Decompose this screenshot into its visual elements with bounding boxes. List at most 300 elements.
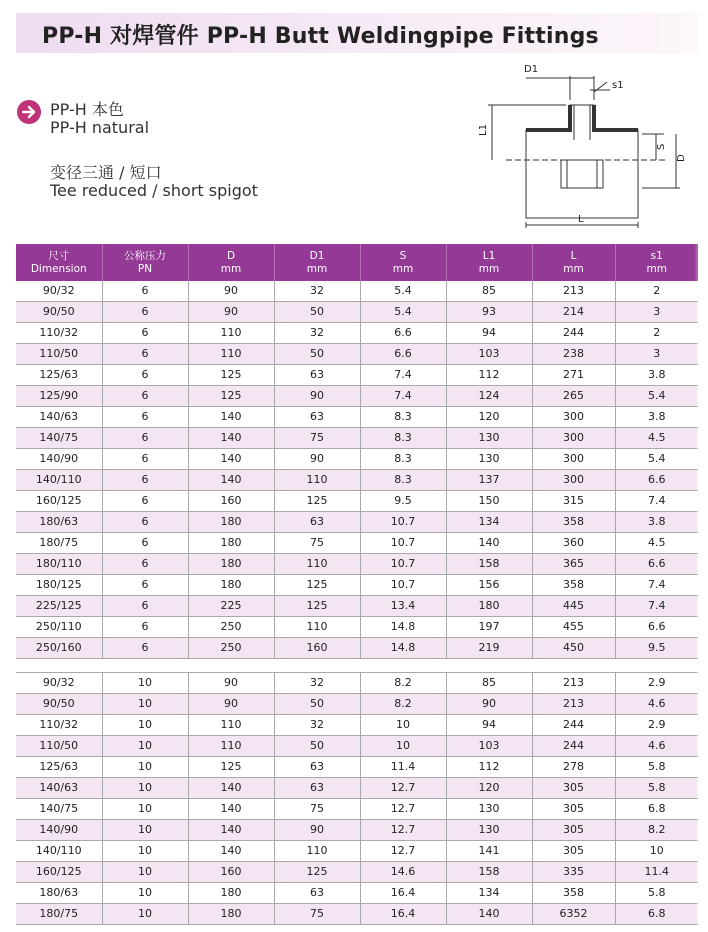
table-cell: 130	[446, 820, 532, 841]
table-cell: 90	[274, 386, 360, 407]
table-cell: 50	[274, 344, 360, 365]
table-cell: 75	[274, 904, 360, 925]
table-cell: 180	[188, 904, 274, 925]
table-cell: 6	[102, 470, 188, 491]
table-cell: 6	[102, 575, 188, 596]
table-cell: 3	[615, 302, 698, 323]
table-cell: 9.5	[615, 638, 698, 659]
table-cell: 140	[188, 841, 274, 862]
table-cell: 93	[446, 302, 532, 323]
table-cell: 5.8	[615, 883, 698, 904]
table-cell: 140/63	[16, 407, 102, 428]
table-cell: 6	[102, 365, 188, 386]
table-cell: 140/63	[16, 778, 102, 799]
column-header-en: mm	[392, 262, 414, 275]
table-cell: 5.4	[360, 302, 446, 323]
table-cell: 3.8	[615, 512, 698, 533]
table-cell: 134	[446, 883, 532, 904]
table-cell: 10	[102, 799, 188, 820]
table-cell: 160/125	[16, 862, 102, 883]
table-cell: 213	[532, 673, 615, 694]
table-cell: 6.6	[615, 470, 698, 491]
table-row	[16, 862, 698, 883]
table-cell: 90	[446, 694, 532, 715]
table-row	[16, 575, 698, 596]
table-cell: 2	[615, 281, 698, 302]
table-cell: 158	[446, 554, 532, 575]
table-cell: 8.2	[615, 820, 698, 841]
table-cell: 10.7	[360, 533, 446, 554]
table-row	[16, 736, 698, 757]
table-cell: 214	[532, 302, 615, 323]
table-cell: 10	[102, 841, 188, 862]
table-cell: 110/50	[16, 736, 102, 757]
table-row	[16, 365, 698, 386]
table-cell: 2	[615, 323, 698, 344]
table-cell: 6	[102, 638, 188, 659]
table-cell: 14.8	[360, 638, 446, 659]
table-cell: 10	[615, 841, 698, 862]
table-cell: 94	[446, 323, 532, 344]
material-en: PP-H natural	[50, 118, 150, 137]
table-cell: 110	[188, 323, 274, 344]
table-cell: 16.4	[360, 883, 446, 904]
type-en: Tee reduced / short spigot	[50, 181, 258, 200]
table-row	[16, 428, 698, 449]
table-cell: 4.5	[615, 533, 698, 554]
table-cell: 180	[188, 554, 274, 575]
column-header-cn: 尺寸	[48, 249, 70, 262]
table-cell: 10	[102, 757, 188, 778]
column-header-cn: L1	[482, 249, 496, 262]
table-cell: 140	[188, 470, 274, 491]
table-cell: 225/125	[16, 596, 102, 617]
table-cell: 125/63	[16, 365, 102, 386]
table-cell: 300	[532, 470, 615, 491]
table-cell: 63	[274, 512, 360, 533]
table-cell: 90/32	[16, 673, 102, 694]
table-cell: 90	[274, 820, 360, 841]
table-cell: 12.7	[360, 778, 446, 799]
table-row	[16, 617, 698, 638]
table-body	[16, 281, 698, 925]
table-row	[16, 470, 698, 491]
table-cell: 271	[532, 365, 615, 386]
table-cell: 11.4	[360, 757, 446, 778]
table-cell: 158	[446, 862, 532, 883]
table-cell: 12.7	[360, 841, 446, 862]
table-cell: 7.4	[360, 386, 446, 407]
table-cell: 180/63	[16, 883, 102, 904]
table-cell: 6	[102, 428, 188, 449]
table-cell: 130	[446, 428, 532, 449]
page-title: PP-H 对焊管件 PP-H Butt Weldingpipe Fittings	[42, 24, 599, 49]
table-cell: 50	[274, 694, 360, 715]
table-cell: 8.3	[360, 407, 446, 428]
table-row	[16, 344, 698, 365]
table-cell: 32	[274, 281, 360, 302]
table-cell: 90/32	[16, 281, 102, 302]
table-cell: 140	[188, 778, 274, 799]
table-cell: 103	[446, 344, 532, 365]
table-cell: 358	[532, 883, 615, 904]
table-cell: 90	[188, 673, 274, 694]
table-cell: 110	[274, 470, 360, 491]
table-row	[16, 638, 698, 659]
label-d1: D1	[524, 64, 539, 75]
table-cell: 10	[102, 820, 188, 841]
table-cell: 4.6	[615, 694, 698, 715]
table-cell: 450	[532, 638, 615, 659]
table-cell: 160	[188, 862, 274, 883]
table-cell: 7.4	[360, 365, 446, 386]
column-header-en: mm	[220, 262, 242, 275]
table-cell: 180	[188, 533, 274, 554]
table-cell: 305	[532, 778, 615, 799]
table-cell: 125	[188, 386, 274, 407]
table-cell: 5.4	[615, 386, 698, 407]
column-header-en: mm	[563, 262, 584, 275]
table-cell: 3.8	[615, 365, 698, 386]
table-row	[16, 281, 698, 302]
table-cell: 180/125	[16, 575, 102, 596]
table-cell: 455	[532, 617, 615, 638]
table-cell: 160	[188, 491, 274, 512]
table-cell: 7.4	[615, 491, 698, 512]
table-cell: 11.4	[615, 862, 698, 883]
table-cell: 90/50	[16, 694, 102, 715]
table-cell: 250/110	[16, 617, 102, 638]
table-cell: 85	[446, 281, 532, 302]
table-cell: 10	[102, 694, 188, 715]
table-cell: 4.6	[615, 736, 698, 757]
table-cell: 358	[532, 575, 615, 596]
column-header	[274, 244, 360, 281]
table-cell: 75	[274, 533, 360, 554]
column-header	[446, 244, 532, 281]
table-cell: 180	[188, 512, 274, 533]
table-cell: 10	[102, 778, 188, 799]
label-l: L	[578, 214, 584, 225]
table-row	[16, 694, 698, 715]
table-row	[16, 904, 698, 925]
table-cell: 150	[446, 491, 532, 512]
table-cell: 219	[446, 638, 532, 659]
table-cell: 110	[274, 841, 360, 862]
table-cell: 50	[274, 736, 360, 757]
table-cell: 4.5	[615, 428, 698, 449]
table-row	[16, 323, 698, 344]
table-cell: 63	[274, 407, 360, 428]
table-cell: 140	[188, 407, 274, 428]
table-cell: 244	[532, 323, 615, 344]
table-cell: 180/110	[16, 554, 102, 575]
table-cell: 13.4	[360, 596, 446, 617]
table-cell: 32	[274, 323, 360, 344]
separator-cell	[16, 659, 698, 673]
table-cell: 6	[102, 554, 188, 575]
table-cell: 32	[274, 715, 360, 736]
column-header	[102, 244, 188, 281]
table-cell: 10	[102, 862, 188, 883]
table-cell: 180	[188, 883, 274, 904]
table-cell: 10.7	[360, 575, 446, 596]
table-cell: 300	[532, 449, 615, 470]
table-cell: 85	[446, 673, 532, 694]
table-header	[16, 244, 698, 281]
column-header-cn: D	[226, 249, 236, 262]
table-cell: 110	[274, 554, 360, 575]
table-cell: 110	[188, 736, 274, 757]
table-cell: 14.6	[360, 862, 446, 883]
table-cell: 278	[532, 757, 615, 778]
table-cell: 160/125	[16, 491, 102, 512]
table-cell: 140/110	[16, 841, 102, 862]
table-cell: 6.8	[615, 799, 698, 820]
table-cell: 12.7	[360, 799, 446, 820]
table-cell: 6.6	[360, 344, 446, 365]
fittings-table	[16, 244, 698, 925]
table-cell: 140/75	[16, 799, 102, 820]
table-cell: 130	[446, 449, 532, 470]
table-cell: 5.4	[615, 449, 698, 470]
table-cell: 10	[102, 904, 188, 925]
table-cell: 225	[188, 596, 274, 617]
table-cell: 94	[446, 715, 532, 736]
table-cell: 180	[188, 575, 274, 596]
table-cell: 244	[532, 715, 615, 736]
table-cell: 10	[102, 715, 188, 736]
table-cell: 250	[188, 638, 274, 659]
table-cell: 8.3	[360, 449, 446, 470]
table-cell: 75	[274, 799, 360, 820]
table-cell: 244	[532, 736, 615, 757]
table-cell: 110/50	[16, 344, 102, 365]
column-header-cn: s1	[650, 249, 663, 262]
label-l1: L1	[478, 124, 489, 136]
table-cell: 140	[188, 820, 274, 841]
table-cell: 10	[102, 883, 188, 904]
table-cell: 112	[446, 757, 532, 778]
table-cell: 358	[532, 512, 615, 533]
table-cell: 140	[446, 533, 532, 554]
table-cell: 110	[274, 617, 360, 638]
column-header-en: mm	[306, 262, 328, 275]
table-cell: 197	[446, 617, 532, 638]
table-cell: 6.6	[360, 323, 446, 344]
table-cell: 90	[188, 302, 274, 323]
table-cell: 140	[188, 428, 274, 449]
table-row	[16, 512, 698, 533]
arrow-right-icon	[17, 100, 41, 124]
label-s: S	[656, 143, 667, 150]
table-cell: 140/110	[16, 470, 102, 491]
table-cell: 6	[102, 281, 188, 302]
table-cell: 7.4	[615, 575, 698, 596]
table-cell: 10	[360, 736, 446, 757]
material-cn: PP-H 本色	[50, 100, 124, 119]
column-header	[188, 244, 274, 281]
column-header-en: mm	[478, 262, 500, 275]
table-cell: 110	[188, 715, 274, 736]
table-cell: 7.4	[615, 596, 698, 617]
table-cell: 63	[274, 883, 360, 904]
column-header-en: Dimension	[30, 262, 87, 275]
table-row	[16, 757, 698, 778]
column-header-cn: D1	[309, 249, 325, 262]
table-cell: 2.9	[615, 715, 698, 736]
table-cell: 12.7	[360, 820, 446, 841]
column-header	[532, 244, 615, 281]
table-cell: 75	[274, 428, 360, 449]
table-cell: 6.8	[615, 904, 698, 925]
table-cell: 141	[446, 841, 532, 862]
table-cell: 5.8	[615, 757, 698, 778]
table-cell: 125	[274, 491, 360, 512]
table-cell: 90/50	[16, 302, 102, 323]
table-cell: 6	[102, 344, 188, 365]
column-header-cn: S	[399, 249, 407, 262]
table-cell: 6	[102, 596, 188, 617]
table-cell: 6	[102, 617, 188, 638]
table-cell: 134	[446, 512, 532, 533]
table-row	[16, 449, 698, 470]
table-cell: 180	[446, 596, 532, 617]
table-cell: 63	[274, 365, 360, 386]
table-cell: 6	[102, 512, 188, 533]
table-cell: 103	[446, 736, 532, 757]
table-cell: 6	[102, 302, 188, 323]
table-cell: 315	[532, 491, 615, 512]
table-cell: 3.8	[615, 407, 698, 428]
table-cell: 180/75	[16, 904, 102, 925]
table-cell: 50	[274, 302, 360, 323]
table-cell: 6	[102, 491, 188, 512]
table-cell: 238	[532, 344, 615, 365]
table-cell: 360	[532, 533, 615, 554]
table-cell: 140/90	[16, 820, 102, 841]
column-header-cn: L	[570, 249, 577, 262]
table-cell: 32	[274, 673, 360, 694]
table-cell: 8.3	[360, 428, 446, 449]
table-cell: 140/75	[16, 428, 102, 449]
table-cell: 63	[274, 757, 360, 778]
table-cell: 8.2	[360, 673, 446, 694]
column-header-en: mm	[646, 262, 667, 275]
table-cell: 156	[446, 575, 532, 596]
table-cell: 140	[188, 449, 274, 470]
table-cell: 6	[102, 533, 188, 554]
table-cell: 10.7	[360, 512, 446, 533]
table-row	[16, 715, 698, 736]
table-cell: 305	[532, 841, 615, 862]
table-cell: 8.2	[360, 694, 446, 715]
column-header	[16, 244, 102, 281]
table-cell: 9.5	[360, 491, 446, 512]
column-header-cn: 公称压力	[124, 249, 166, 262]
table-cell: 14.8	[360, 617, 446, 638]
column-header	[360, 244, 446, 281]
table-cell: 180/63	[16, 512, 102, 533]
tee-drawing	[466, 60, 696, 230]
table-row	[16, 554, 698, 575]
table-cell: 124	[446, 386, 532, 407]
table-cell: 300	[532, 407, 615, 428]
title-banner	[16, 13, 698, 53]
table-cell: 365	[532, 554, 615, 575]
table-cell: 137	[446, 470, 532, 491]
table-cell: 10	[102, 673, 188, 694]
group-separator	[16, 659, 698, 673]
table-cell: 16.4	[360, 904, 446, 925]
table-row	[16, 386, 698, 407]
table-cell: 125	[188, 365, 274, 386]
table-cell: 265	[532, 386, 615, 407]
table-cell: 305	[532, 820, 615, 841]
table-cell: 10	[102, 736, 188, 757]
table-cell: 110	[188, 344, 274, 365]
table-cell: 110/32	[16, 323, 102, 344]
table-cell: 120	[446, 407, 532, 428]
table-row	[16, 841, 698, 862]
table-cell: 8.3	[360, 470, 446, 491]
table-row	[16, 778, 698, 799]
table-cell: 213	[532, 694, 615, 715]
table-cell: 6	[102, 407, 188, 428]
table-row	[16, 883, 698, 904]
table-cell: 140	[188, 799, 274, 820]
column-header-en: PN	[137, 262, 153, 275]
table-cell: 125	[274, 596, 360, 617]
label-s1: s1	[612, 80, 624, 91]
table-cell: 125	[274, 862, 360, 883]
table-cell: 5.8	[615, 778, 698, 799]
table-cell: 90	[274, 449, 360, 470]
table-cell: 6	[102, 386, 188, 407]
table-cell: 213	[532, 281, 615, 302]
table-cell: 125/90	[16, 386, 102, 407]
table-cell: 140	[446, 904, 532, 925]
table-cell: 6.6	[615, 554, 698, 575]
table-cell: 180/75	[16, 533, 102, 554]
type-cn: 变径三通 / 短口	[50, 163, 162, 182]
table-cell: 112	[446, 365, 532, 386]
table-cell: 90	[188, 281, 274, 302]
table-cell: 5.4	[360, 281, 446, 302]
table-row	[16, 799, 698, 820]
table-cell: 305	[532, 799, 615, 820]
table-cell: 335	[532, 862, 615, 883]
table-cell: 2.9	[615, 673, 698, 694]
table-cell: 125	[188, 757, 274, 778]
table-cell: 445	[532, 596, 615, 617]
label-d: D	[676, 154, 687, 162]
table-cell: 120	[446, 778, 532, 799]
table-cell: 110/32	[16, 715, 102, 736]
table-cell: 125	[274, 575, 360, 596]
table-cell: 6	[102, 449, 188, 470]
table-row	[16, 596, 698, 617]
table-cell: 250/160	[16, 638, 102, 659]
table-cell: 10	[360, 715, 446, 736]
table-cell: 6352	[532, 904, 615, 925]
table-row	[16, 673, 698, 694]
table-cell: 3	[615, 344, 698, 365]
table-cell: 63	[274, 778, 360, 799]
table-cell: 125/63	[16, 757, 102, 778]
table-cell: 90	[188, 694, 274, 715]
table-row	[16, 533, 698, 554]
